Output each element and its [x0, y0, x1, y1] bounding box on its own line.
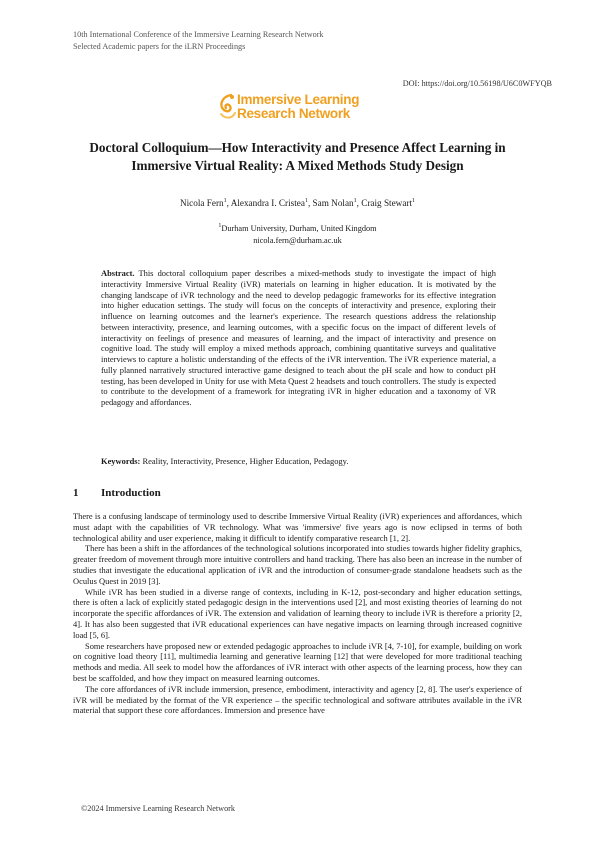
keywords-text: Reality, Interactivity, Presence, Higher Education, Pedagogy. [142, 456, 349, 466]
abstract-text: This doctoral colloquium paper describes a mixed-methods study to investigate the impact of high interactivity Immersive Virtual Reality (iVR) materials on learning in higher education. It is motivated by the changing landscape of iVR technology and the need to develop pedagogic frameworks for its effective integration into higher education settings. The study will focus on the concepts of interactivity and presence, exploring their influence on learning outcomes and the learner's experience. The research questions address the relationship between interactivity, presence, and learning outcomes, with a specific focus on the impact of different levels of interactivity on feelings of presence and measures of learning, and the impact of interactivity and presence on cognitive load. The study will employ a mixed methods approach, combining quantitative surveys and qualitative interviews to capture a holistic understanding of the effects of the iVR intervention. The iVR experience material, a fully planned narratively structured interactive game designed to teach about the pH scale and how to conduct pH testing, has been developed in Unity for use with Meta Quest 2 headsets and touch controllers. The study is expected to contribute to the development of a framework for integrating iVR in higher education and a taxonomy of VR pedagogy and affordances. [101, 268, 496, 407]
author-name: Sam Nolan [312, 198, 354, 209]
copyright-footer: ©2024 Immersive Learning Research Network [81, 804, 235, 813]
swirl-logo-icon [217, 92, 237, 122]
author-affil-mark: 1 [304, 198, 308, 204]
section-heading [73, 487, 161, 499]
affiliation-institution: Durham University, Durham, United Kingdom [221, 223, 377, 233]
section-number: 1 [73, 487, 79, 499]
section-title: Introduction [101, 487, 161, 499]
author-email[interactable]: nicola.fern@durham.ac.uk [253, 235, 342, 245]
paragraph: While iVR has been studied in a diverse range of contexts, including in K-12, post-secondary and higher education settings, there is often a lack of explicitly stated pedagogic design in the interventions used [2], and most existing theories of learning do not incorporate the specific affordances of iVR. The extension and validation of learning theory to include iVR is therefore a priority [2, 4]. It has also been suggested that iVR educational experiences can have negative impacts on learning through increased cognitive load [5, 6]. [73, 586, 522, 640]
affiliation-mark: 1 [218, 223, 222, 229]
abstract-label: Abstract. [101, 268, 135, 278]
paragraph: There has been a shift in the affordances of the technological solutions incorporated into studies towards higher fidelity graphics, greater freedom of movement through more intuitive controllers and hand tracking. There has also been an increase in the number of studies that investigate the educational application of iVR and the introduction of consumer-grade standalone headsets such as the Oculus Quest in 2019 [3]. [73, 543, 522, 586]
author-affil-mark: 1 [412, 198, 416, 204]
author-name: Alexandra I. Cristea [230, 198, 305, 209]
conference-header: 10th International Conference of the Immersive Learning Research Network [73, 30, 324, 39]
affiliation-block [60, 220, 535, 247]
ilrn-logo [217, 92, 387, 124]
body-text [73, 511, 522, 716]
author-affil-mark: 1 [223, 198, 227, 204]
paragraph: Some researchers have proposed new or extended pedagogic approaches to include iVR [4, 7-10], for example, building on work on cognitive load theory [11], multimedia learning and generative learning [12] that were developed for more traditional teaching methods and media. All seek to model how the affordances of iVR interact with other aspects of the learning process, how they can best be scaffolded, and how they impact on measured learning outcomes. [73, 640, 522, 683]
logo-text-line2: Research Network [237, 106, 351, 121]
keywords [101, 456, 496, 467]
author-name: Nicola Fern [179, 198, 224, 209]
paragraph: The core affordances of iVR include immersion, presence, embodiment, interactivity and agency [2, 8]. The user's experience of iVR will be mediated by the format of the VR experience – the specific technological and software attributes available in the iVR material that support these core affordances. Immersion and presence have [73, 683, 522, 716]
author-name: Craig Stewart [361, 198, 413, 209]
author-list: Nicola Fern$^1$, Alexandra I. Cristea$^1$, Sam Nolan$^1$, Craig Stewart$^1$ [179, 198, 416, 209]
doi-link[interactable]: DOI: https://doi.org/10.56198/U6C0WFYQB [402, 79, 552, 88]
paper-title: Doctoral Colloquium—How Interactivity and Presence Affect Learning in Immersive Virtual Reality: A Mixed Methods Study Design [89, 140, 506, 173]
keywords-label: Keywords: [101, 456, 141, 466]
logo-text-line1: Immersive Learning [237, 92, 360, 107]
author-affil-mark: 1 [353, 198, 357, 204]
proceedings-subheader: Selected Academic papers for the iLRN Proceedings [73, 42, 246, 51]
abstract [101, 268, 496, 408]
paragraph: There is a confusing landscape of terminology used to describe Immersive Virtual Reality (iVR) experiences and affordances, which must adapt with the capabilities of VR technology. What was 'immersive' five years ago is now eclipsed in terms of both technological ability and user experience, making it difficult to identify comparative research [1, 2]. [73, 511, 522, 543]
